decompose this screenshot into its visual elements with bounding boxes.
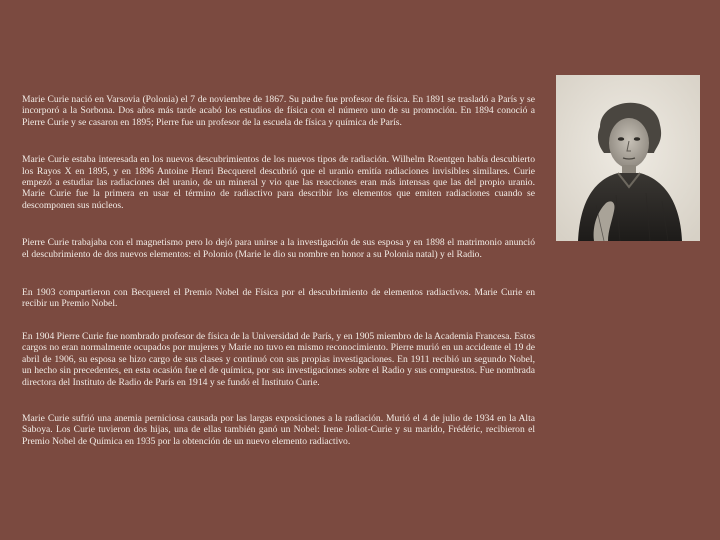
biography-text: [22, 94, 535, 472]
paragraph-radiation-research: Marie Curie estaba interesada en los nuevos descubrimientos de los nuevos tipos de radiación. Wilhelm Roentgen había descubierto los Rayos X en 1895, y en 1896 Antoine Henri Becquerel descubrió que el uranio emitía radiaciones invisibles similares. Curie empezó a estudiar las radiaciones del uranio, de un mineral y vio que las reacciones eran más intensas que las del propio uranio. Marie Curie fue la primera en usar el término de radiactivo para describir los elementos que emiten radiaciones cuando se descomponen sus núcleos.: [22, 154, 535, 211]
paragraph-death-legacy: Marie Curie sufrió una anemia perniciosa causada por las largas exposiciones a la radiación. Murió el 4 de julio de 1934 en la Alta Saboya. Los Curie tuvieron dos hijas, una de ellas también ganó un Nobel: Irene Joliot-Curie y su marido, Frédéric, recibieron el Premio Nobel de Química en 1935 por la obtención de un nuevo elemento radiactivo.: [22, 412, 535, 447]
paragraph-new-elements: Pierre Curie trabajaba con el magnetismo pero lo dejó para unirse a la investigación de sus esposa y en 1898 el matrimonio anunció el descubrimiento de dos nuevos elementos: el Polonio (Marie le dio su nombre en honor a su Polonia natal) y el Radio.: [22, 237, 535, 260]
portrait-photo-icon: [556, 75, 700, 241]
paragraph-later-career: En 1904 Pierre Curie fue nombrado profesor de física de la Universidad de París, y en 1905 miembro de la Academia Francesa. Estos cargos no eran normalmente ocupados por mujeres y Marie no tuvo en mismo reconocimiento. Pierre murió en un accidente el 19 de abril de 1906, su esposa se hizo cargo de sus clases y continuó con sus propias investigaciones. En 1911 recibió un segundo Nobel, un hecho sin precedentes, en esta ocasión fue el de química, por sus investigaciones sobre el Radio y sus compuestos. Fue nombrada directora del Instituto de Radio de París en 1914 y se fundó el Instituto Curie.: [22, 330, 535, 388]
paragraph-early-life: Marie Curie nació en Varsovia (Polonia) el 7 de noviembre de 1867. Su padre fue profesor de física. En 1891 se trasladó a París y se incorporó a la Sorbona. Dos años más tarde acabó los estudios de física con el número uno de su promoción. En 1894 conoció a Pierre Curie y se casaron en 1895; Pierre fue un profesor de la escuela de física y química de París.: [22, 94, 535, 128]
paragraph-nobel-physics: En 1903 compartieron con Becquerel el Premio Nobel de Física por el descubrimiento de elementos radiactivos. Marie Curie en recibir un Premio Nobel.: [22, 287, 535, 310]
